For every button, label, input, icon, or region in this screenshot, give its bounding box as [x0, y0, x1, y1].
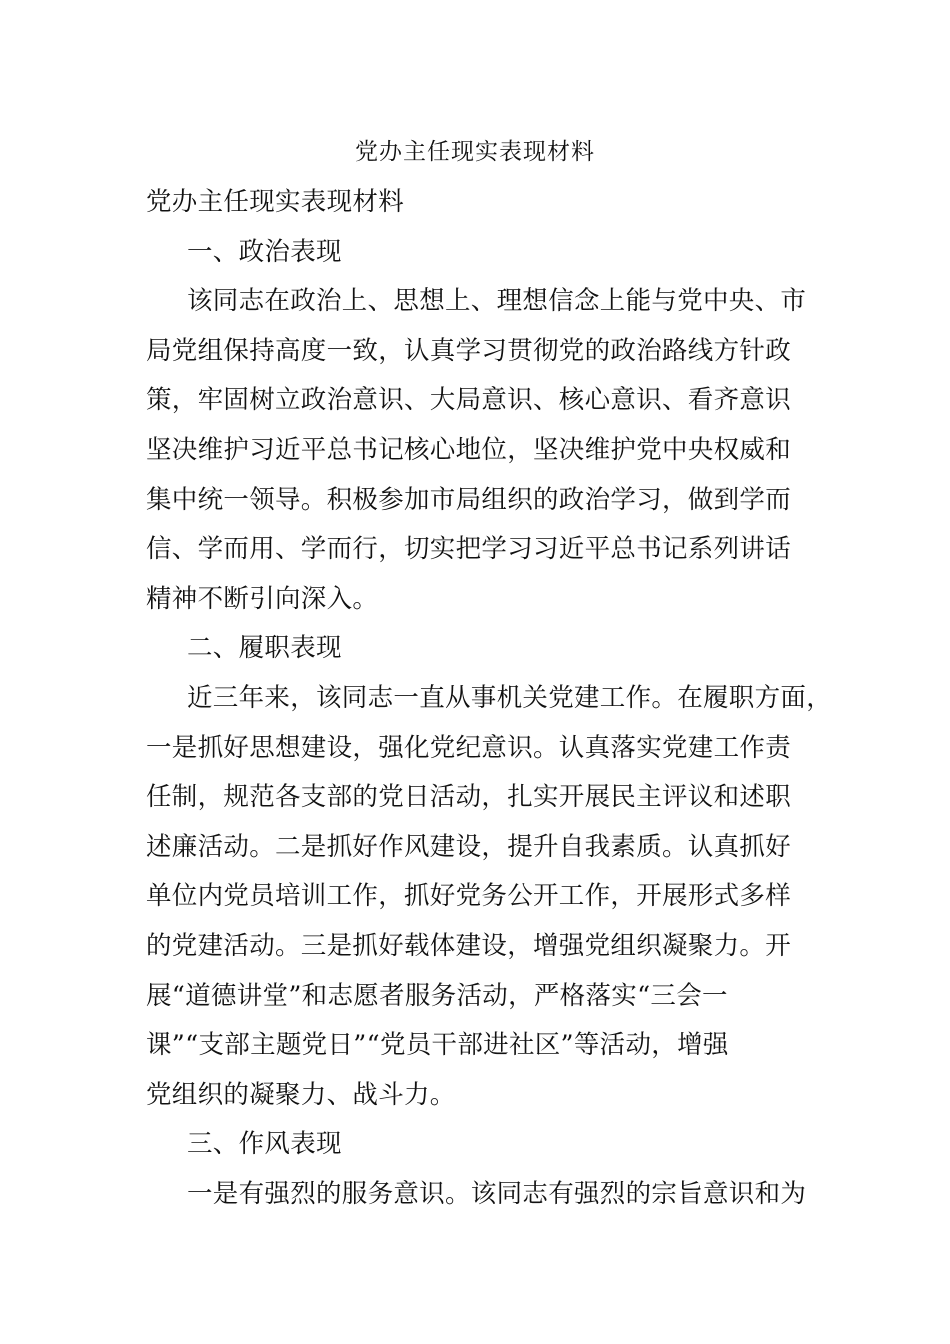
paragraph-line: 课”“支部主题党日”“党员干部进社区”等活动，增强 — [146, 1030, 729, 1061]
paragraph-line: 一是有强烈的服务意识。该同志有强烈的宗旨意识和为 — [187, 1178, 807, 1209]
paragraph-line: 党组织的凝聚力、战斗力。 — [146, 1079, 456, 1110]
paragraph-line: 局党组保持高度一致，认真学习贯彻党的政治路线方针政 — [146, 335, 792, 366]
paragraph-line: 该同志在政治上、思想上、理想信念上能与党中央、市 — [187, 286, 807, 317]
section-heading-style: 三、作风表现 — [187, 1129, 342, 1160]
paragraph-line: 策，牢固树立政治意识、大局意识、核心意识、看齐意识 — [146, 385, 792, 416]
subtitle-line: 党办主任现实表现材料 — [146, 187, 405, 217]
paragraph-line: 近三年来，该同志一直从事机关党建工作。在履职方面， — [187, 682, 833, 713]
paragraph-line: 任制，规范各支部的党日活动，扎实开展民主评议和述职 — [146, 782, 792, 813]
paragraph-line: 的党建活动。三是抓好载体建设，增强党组织凝聚力。开 — [146, 930, 792, 961]
document-title: 党办主任现实表现材料 — [355, 139, 595, 165]
paragraph-line: 集中统一领导。积极参加市局组织的政治学习，做到学而 — [146, 484, 792, 515]
document-body — [146, 178, 833, 1219]
paragraph-line: 信、学而用、学而行，切实把学习习近平总书记系列讲话 — [146, 534, 792, 565]
paragraph-line: 述廉活动。二是抓好作风建设，提升自我素质。认真抓好 — [146, 831, 792, 862]
section-heading-duty: 二、履职表现 — [187, 633, 342, 664]
paragraph-line: 展“道德讲堂”和志愿者服务活动，严格落实“三会一 — [146, 980, 728, 1011]
paragraph-line: 坚决维护习近平总书记核心地位，坚决维护党中央权威和 — [146, 434, 792, 465]
section-heading-politics: 一、政治表现 — [187, 236, 342, 267]
paragraph-line: 精神不断引向深入。 — [146, 583, 379, 614]
paragraph-line: 一是抓好思想建设，强化党纪意识。认真落实党建工作责 — [146, 732, 792, 763]
paragraph-line: 单位内党员培训工作，抓好党务公开工作，开展形式多样 — [146, 881, 792, 912]
